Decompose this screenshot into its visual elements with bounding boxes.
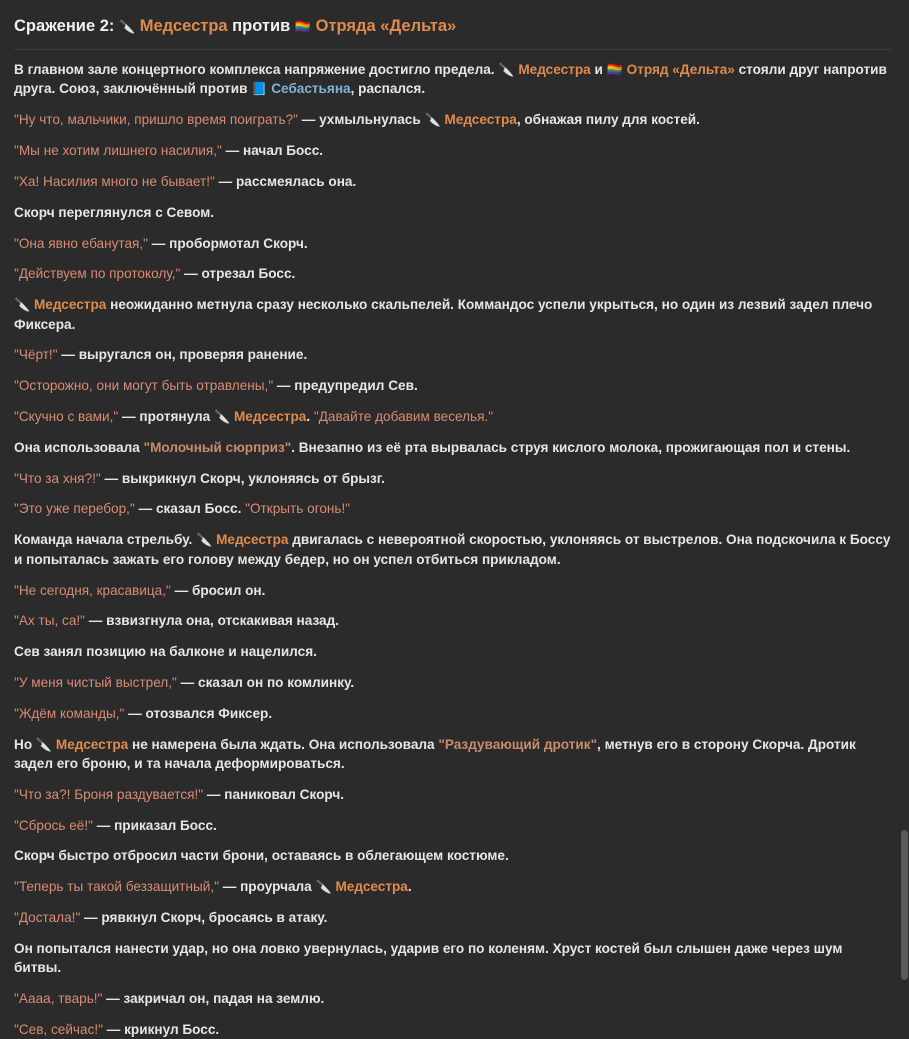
text-run: — паниковал Скорч. (203, 786, 345, 802)
paragraph (14, 203, 891, 222)
title-entity-nurse[interactable]: Медсестра (139, 17, 228, 35)
scrollbar-track[interactable] (900, 0, 909, 990)
paragraph (14, 704, 891, 723)
text-run: — рявкнул Скорч, бросаясь в атаку. (80, 910, 328, 926)
text-run: Скорч быстро отбросил части брони, оставаясь в облегающем костюме. (14, 848, 509, 864)
text-run: Сев занял позицию на балконе и нацелился. (14, 644, 317, 660)
paragraph (14, 110, 891, 129)
text-run: — рассмеялась она. (214, 173, 357, 189)
text-run: . Внезапно из её рта вырвалась струя кислого молока, прожигающая пол и стены. (291, 439, 851, 455)
text-run: Она использовала (14, 439, 144, 455)
dialogue-text: "Ждём команды," (14, 705, 125, 721)
entity-nurse[interactable]: Медсестра (335, 879, 408, 895)
dialogue-text: "Аааа, тварь!" (14, 991, 103, 1006)
inline-emoji-icon: 🔪 (14, 297, 31, 313)
paragraph (14, 816, 891, 835)
dialogue-text: "Осторожно, они могут быть отравлены," (14, 378, 274, 394)
knife-icon: 🔪 (118, 19, 136, 34)
scrollbar-thumb[interactable] (901, 830, 908, 980)
entity-sebastian[interactable]: Себастьяна (271, 81, 351, 97)
entity-delta[interactable]: Отряд «Дельта» (626, 61, 735, 77)
text-run: . (306, 408, 314, 424)
text-run: и (590, 61, 607, 77)
paragraph (14, 785, 891, 804)
paragraph (14, 141, 891, 160)
text-run: — выкрикнул Скорч, уклоняясь от брызг. (100, 470, 385, 486)
ability-name: "Молочный сюрприз" (143, 439, 292, 455)
inline-emoji-icon: 🔪 (424, 112, 441, 128)
ability-name: "Раздувающий дротик" (438, 736, 598, 752)
text-run: — ухмыльнулась (297, 112, 425, 128)
entity-nurse[interactable]: Медсестра (55, 736, 129, 752)
dialogue-text: "Что за?! Броня раздувается!" (14, 786, 204, 802)
text-run: — отозвался Фиксер. (124, 705, 273, 721)
page-title (14, 14, 891, 39)
text-run: — сказал он по комлинку. (176, 674, 355, 690)
text-run: , распался. (350, 81, 426, 97)
dialogue-text: "У меня чистый выстрел," (14, 674, 177, 690)
inline-emoji-icon: 🔪 (35, 736, 53, 752)
paragraph (14, 735, 891, 774)
entity-nurse[interactable]: Медсестра (33, 297, 107, 313)
paragraph (14, 611, 891, 630)
text-run: Скорч переглянулся с Севом. (14, 204, 215, 220)
paragraph (14, 60, 891, 99)
inline-emoji-icon: 📘 (251, 81, 268, 97)
dialogue-text: "Открыть огонь!" (245, 501, 351, 517)
dialogue-text: "Давайте добавим веселья." (313, 408, 494, 424)
dialogue-text: "Ну что, мальчики, пришло время поиграть?" (14, 112, 298, 128)
dialogue-text: "Достала!" (14, 910, 81, 926)
text-run: В главном зале концертного комплекса напряжение достигло предела. (14, 61, 499, 77)
text-run: неожиданно метнула сразу несколько скальпелей. Коммандос успели укрыться, но один из лезвий задел плечо Фиксера. (14, 297, 873, 332)
dialogue-text: "Теперь ты такой беззащитный," (14, 879, 219, 895)
text-run: — проурчала (218, 879, 316, 895)
text-run: не намерена была ждать. Она использовала (128, 736, 439, 752)
text-run: — выругался он, проверяя ранение. (57, 347, 308, 363)
dialogue-text: "Она явно ебанутая," (14, 235, 149, 251)
paragraph (14, 234, 891, 253)
dialogue-text: "Действуем по протоколу," (14, 266, 181, 282)
entity-nurse[interactable]: Медсестра (518, 61, 591, 77)
paragraph (14, 673, 891, 692)
paragraph (14, 908, 891, 927)
inline-emoji-icon: 🏳️‍🌈 (606, 61, 623, 77)
text-run: — пробормотал Скорч. (148, 235, 308, 251)
entity-nurse[interactable]: Медсестра (444, 112, 517, 128)
text-run: — взвизгнула она, отскакивая назад. (84, 613, 340, 629)
title-divider (14, 49, 891, 50)
dialogue-text: "Не сегодня, красавица," (14, 582, 171, 598)
dialogue-text: "Ха! Насилия много не бывает!" (14, 173, 215, 189)
paragraph (14, 846, 891, 865)
paragraph (14, 530, 891, 569)
text-run: двигалась с невероятной скоростью, уклоняясь от выстрелов. Она подскочила к Боссу и попыталась зажать его голову между бедер, но он успел отбиться прикладом. (14, 532, 891, 567)
paragraph (14, 438, 891, 457)
inline-emoji-icon: 🔪 (214, 408, 231, 424)
title-entity-delta[interactable]: Отряда «Дельта» (315, 17, 457, 35)
text-run: — крикнул Босс. (102, 1021, 220, 1037)
text-run: — приказал Босс. (92, 817, 217, 833)
paragraph (14, 1020, 891, 1039)
paragraph (14, 877, 891, 896)
document-body (14, 60, 891, 1039)
text-run: Но (14, 736, 36, 752)
dialogue-text: "Сев, сейчас!" (14, 1021, 103, 1037)
text-run: стояли друг напротив друга. Союз, заключённый против (14, 61, 887, 97)
text-run: Он попытался нанести удар, но она ловко увернулась, ударив его по коленям. Хруст костей был слышен даже через шум битвы. (14, 940, 843, 976)
text-run: — закричал он, падая на землю. (102, 991, 325, 1006)
entity-nurse[interactable]: Медсестра (216, 532, 289, 548)
paragraph (14, 939, 891, 978)
dialogue-text: "Сбрось её!" (14, 817, 93, 833)
text-run: — бросил он. (170, 582, 266, 598)
paragraph (14, 264, 891, 283)
text-run: — отрезал Босс. (180, 266, 296, 282)
text-run: . (407, 879, 412, 895)
text-run: — сказал Босс. (134, 501, 246, 517)
paragraph (14, 499, 891, 518)
paragraph (14, 407, 891, 426)
dialogue-text: "Скучно с вами," (14, 408, 119, 424)
paragraph (14, 376, 891, 395)
title-prefix: Сражение 2: (14, 17, 115, 35)
paragraph (14, 172, 891, 191)
dialogue-text: "Это уже перебор," (14, 501, 135, 517)
text-run: , метнув его в сторону Скорча. Дротик задел его броню, и та начала деформироваться. (14, 736, 856, 771)
paragraph (14, 345, 891, 364)
text-run: — начал Босс. (221, 143, 324, 159)
flag-icon: 🏳️‍🌈 (294, 19, 312, 34)
inline-emoji-icon: 🔪 (315, 879, 332, 895)
inline-emoji-icon: 🔪 (498, 61, 515, 77)
text-run: — протянула (118, 408, 214, 424)
text-run: , обнажая пилу для костей. (516, 112, 700, 128)
inline-emoji-icon: 🔪 (196, 532, 213, 548)
paragraph (14, 642, 891, 661)
paragraph (14, 989, 891, 1008)
text-run: Команда начала стрельбу. (14, 532, 197, 548)
dialogue-text: "Ах ты, са!" (14, 613, 85, 629)
paragraph (14, 581, 891, 600)
text-run: — предупредил Сев. (273, 378, 418, 394)
paragraph (14, 469, 891, 488)
dialogue-text: "Мы не хотим лишнего насилия," (14, 143, 222, 159)
dialogue-text: "Чёрт!" (14, 347, 58, 363)
title-vs: против (232, 17, 291, 35)
entity-nurse[interactable]: Медсестра (233, 408, 307, 424)
dialogue-text: "Что за хня?!" (14, 470, 101, 486)
paragraph (14, 295, 891, 334)
